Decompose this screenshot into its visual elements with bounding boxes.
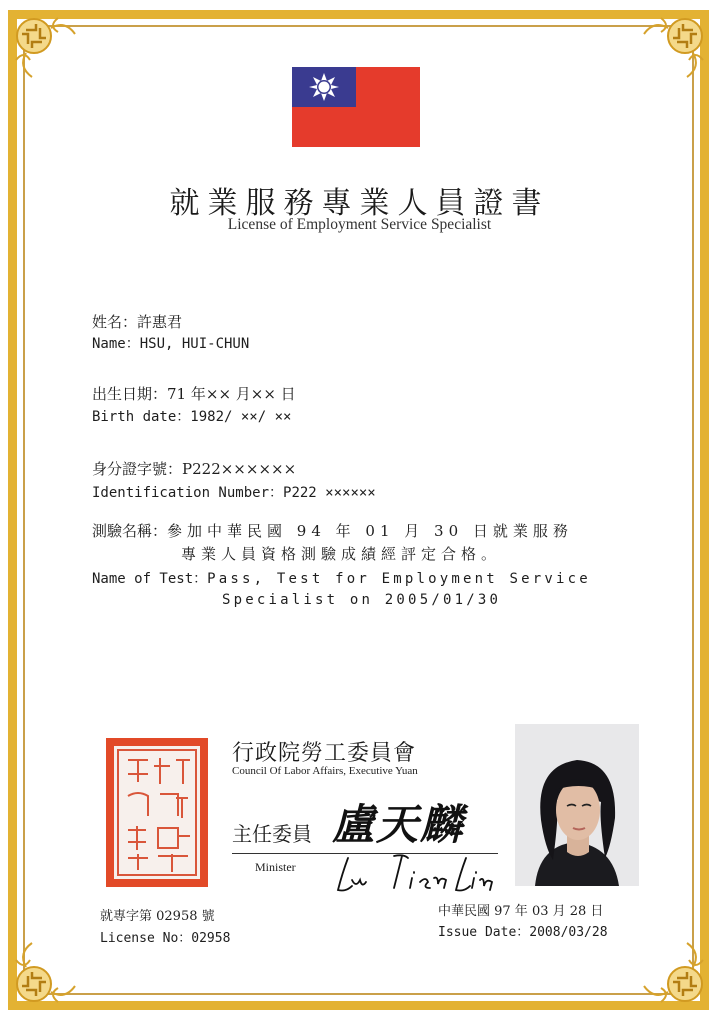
ornament-corner-icon [639,8,713,82]
seal-script-icon [114,746,200,879]
birth-label-en: Birth date： [92,409,191,425]
birth-label-zh: 出生日期： [92,385,168,403]
holder-photo [515,724,639,886]
official-seal [106,738,208,887]
id-value-en: P222 ×××××× [283,485,376,501]
license-number-en: License No：02958 [100,931,231,946]
name-label-en: Name： [92,336,140,352]
test-row-en [92,568,591,588]
test-row-zh [92,520,573,541]
test-label-en: Name of Test： [92,571,208,587]
birth-value-zh: 71 年×× 月×× 日 [167,385,296,403]
minister-title-zh: 主任委員 [232,822,312,846]
test-line2-zh: 專業人員資格測驗成績經評定合格。 [181,545,502,563]
certificate-title-en: License of Employment Service Specialist [227,216,492,233]
test-line2-en: Specialist on 2005/01/30 [222,592,502,608]
ornament-corner-icon [6,938,80,1012]
minister-title-en: Minister [255,860,296,874]
certificate-title-zh: 就業服務專業人員證書 [169,186,550,221]
council-name-zh: 行政院勞工委員會 [232,741,417,766]
name-row-zh [92,311,182,332]
minister-name-zh: 盧天麟 [332,800,465,849]
license-number-zh: 就專字第 02958 號 [100,909,215,924]
test-line1-en: Pass, Test for Employment Service [207,571,591,587]
ornament-corner-icon [6,8,80,82]
name-label-zh: 姓名： [92,313,138,331]
birth-value-en: 1982/ ××/ ×× [190,409,292,425]
test-line1-zh: 參加中華民國 94 年 01 月 30 日就業服務 [167,522,573,540]
id-row-zh [92,458,296,479]
minister-signature [330,850,500,898]
name-value-zh: 許惠君 [137,313,183,331]
seal-inner [114,746,200,879]
roc-flag-icon [292,67,420,147]
id-label-en: Identification Number： [92,485,284,501]
council-name-en: Council Of Labor Affairs, Executive Yuan [232,765,418,777]
id-label-zh: 身分證字號： [92,460,183,478]
name-row-en [92,333,249,353]
issue-date-zh: 中華民國 97 年 03 月 28 日 [438,904,604,919]
test-label-zh: 測驗名稱： [92,522,168,540]
birth-row-en [92,406,291,426]
name-value-en: HSU, HUI-CHUN [139,336,250,352]
issue-date-en: Issue Date：2008/03/28 [438,925,608,940]
id-value-zh: P222×××××× [182,460,297,478]
id-row-en [92,482,376,502]
birth-row-zh [92,383,296,404]
ornament-corner-icon [639,938,713,1012]
